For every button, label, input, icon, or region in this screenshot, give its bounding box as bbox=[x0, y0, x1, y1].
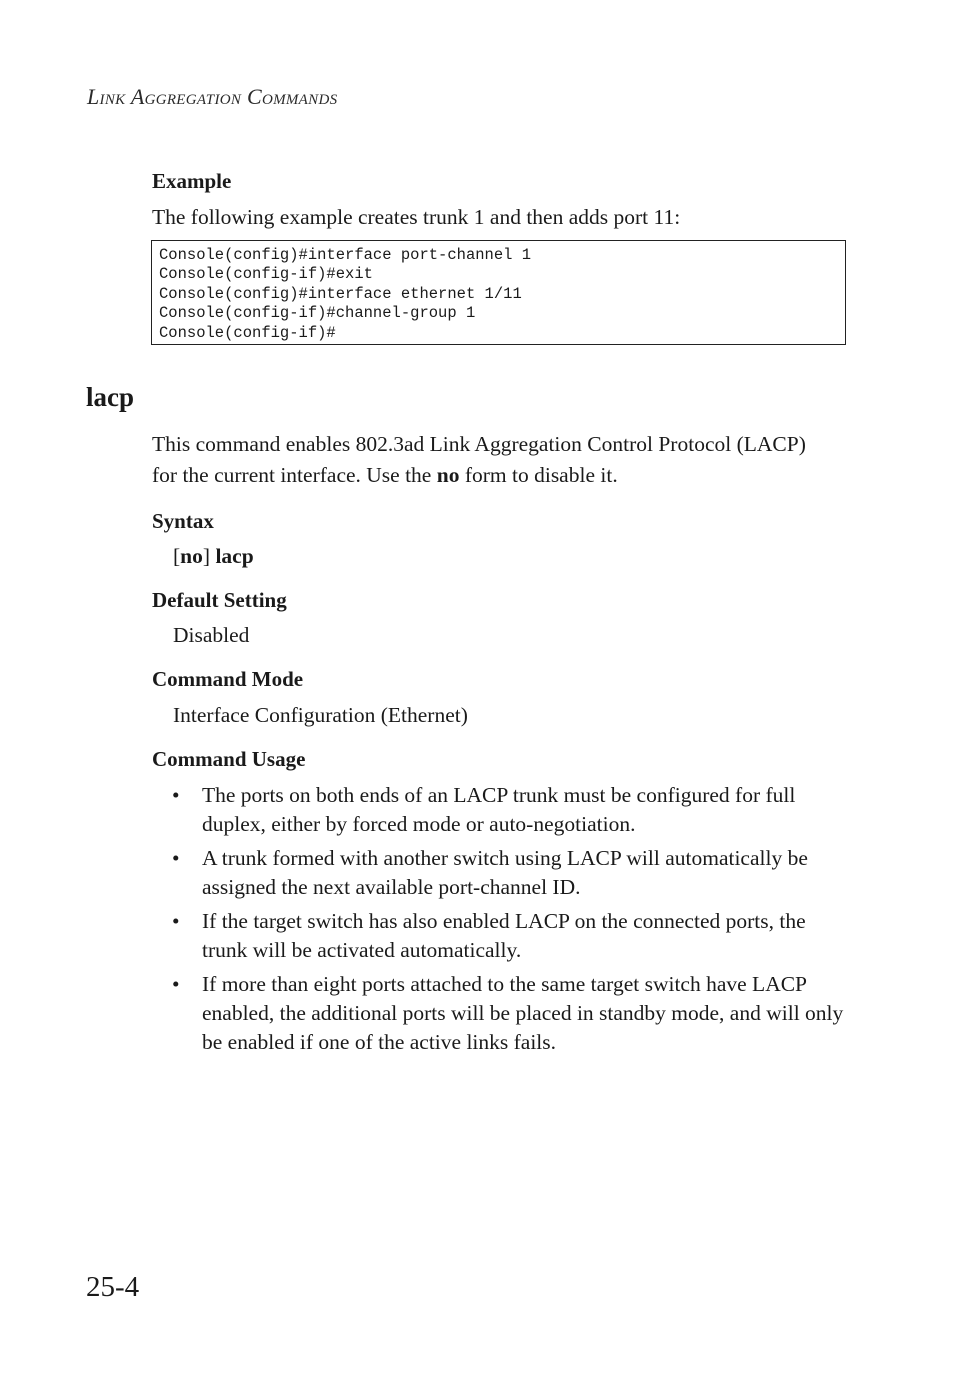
code-line: Console(config-if)#exit bbox=[159, 265, 373, 284]
default-setting-value: Disabled bbox=[173, 623, 250, 647]
list-item bbox=[152, 844, 852, 902]
list-item-text: The ports on both ends of an LACP trunk must be configured for full duplex, either by forced mode or auto-negotiation. bbox=[202, 783, 796, 836]
list-item-text: A trunk formed with another switch using LACP will automatically be assigned the next available port-channel ID. bbox=[202, 846, 808, 899]
command-mode-value: Interface Configuration (Ethernet) bbox=[173, 703, 468, 727]
code-line: Console(config)#interface ethernet 1/11 bbox=[159, 284, 522, 303]
bullet-icon: • bbox=[172, 846, 180, 870]
page-number: 25-4 bbox=[86, 1271, 140, 1303]
command-mode-heading: Command Mode bbox=[152, 667, 304, 691]
syntax-keyword: lacp bbox=[215, 544, 254, 568]
command-usage-list bbox=[152, 781, 852, 1062]
syntax-heading: Syntax bbox=[152, 509, 214, 533]
command-description bbox=[152, 429, 812, 491]
description-text: form to disable it. bbox=[459, 463, 618, 487]
code-line: Console(config)#interface port-channel 1 bbox=[159, 246, 532, 264]
command-usage-heading: Command Usage bbox=[152, 747, 306, 771]
description-no-keyword: no bbox=[436, 463, 460, 487]
example-intro: The following example creates trunk 1 and then adds port 11: bbox=[152, 205, 681, 229]
list-item-text: If more than eight ports attached to the same target switch have LACP enabled, the additional ports will be placed in standby mode, and will only be enabled if one of the active links fails. bbox=[202, 972, 844, 1054]
default-setting-heading: Default Setting bbox=[152, 588, 287, 612]
description-text: This command enables 802.3ad Link Aggregation Control Protocol (LACP) for the current interface. Use the bbox=[152, 432, 806, 487]
list-item bbox=[152, 907, 852, 965]
code-line: Console(config-if)# bbox=[159, 323, 336, 342]
code-line: Console(config-if)#channel-group 1 bbox=[159, 304, 476, 323]
bullet-icon: • bbox=[172, 783, 180, 807]
syntax-optional-keyword: no bbox=[180, 544, 203, 568]
bullet-icon: • bbox=[172, 972, 180, 996]
list-item-text: If the target switch has also enabled LACP on the connected ports, the trunk will be activated automatically. bbox=[202, 909, 806, 962]
command-title: lacp bbox=[86, 382, 135, 412]
list-item bbox=[152, 781, 852, 839]
list-item bbox=[152, 970, 852, 1057]
running-header: Link Aggregation Commands bbox=[87, 84, 338, 109]
code-example-box bbox=[151, 240, 846, 345]
syntax-line bbox=[173, 544, 254, 569]
bullet-icon: • bbox=[172, 909, 180, 933]
example-heading: Example bbox=[152, 169, 232, 193]
syntax-close-bracket: ] bbox=[202, 544, 211, 568]
syntax-open-bracket: [ bbox=[173, 544, 181, 568]
